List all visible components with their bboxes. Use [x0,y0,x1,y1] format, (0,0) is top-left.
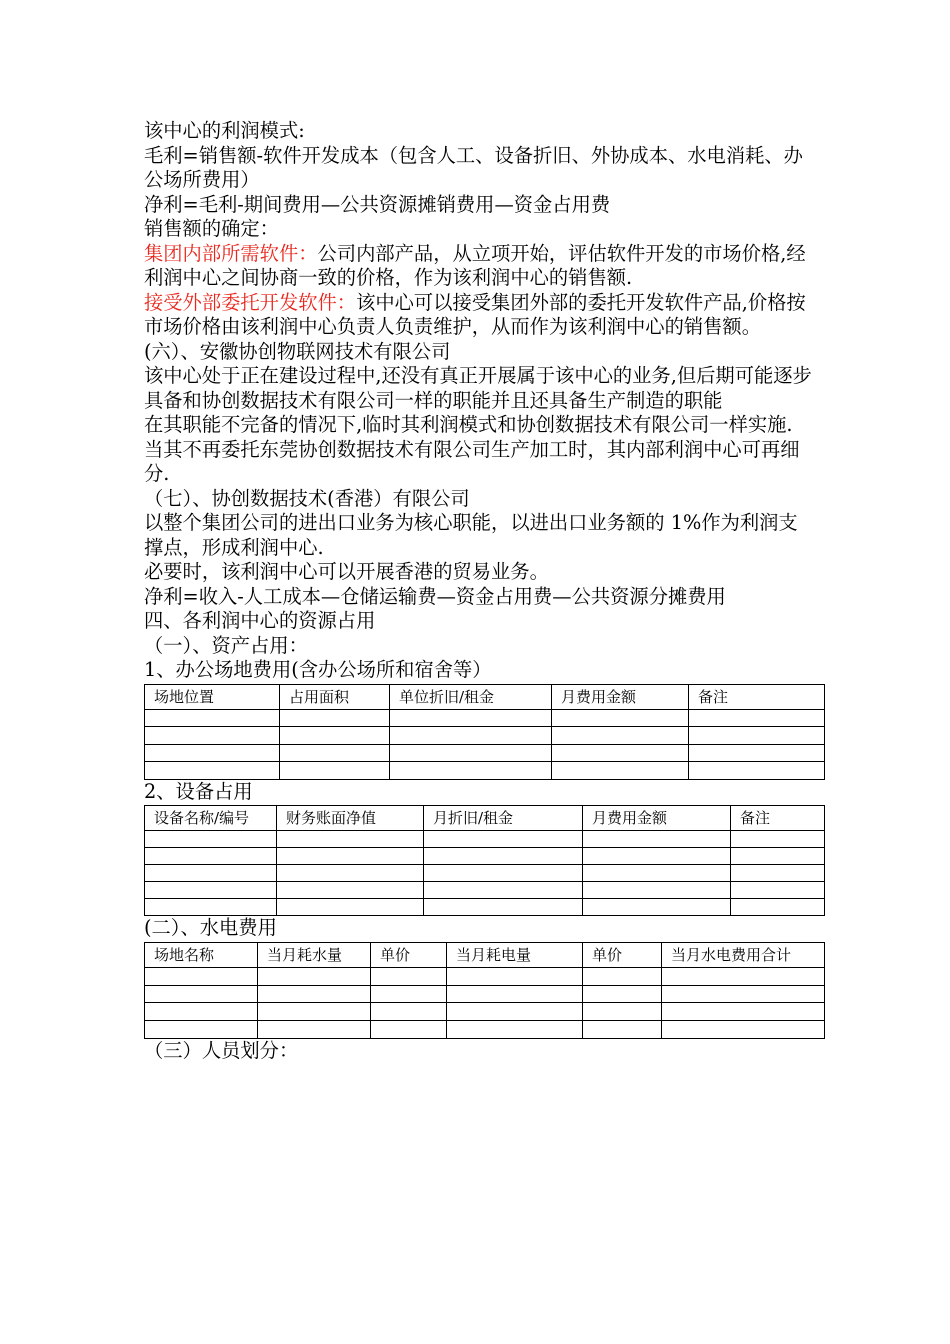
table-cell [689,744,825,761]
table-header-cell: 备注 [689,684,825,710]
table-cell [424,865,583,882]
table-row [145,710,825,727]
table-cell [145,1003,258,1021]
table-header-cell: 当月水电费用合计 [662,942,825,968]
table-row [145,744,825,761]
table-cell [277,882,424,899]
table-cell [145,1020,258,1038]
table-row [145,727,825,744]
table-cell [583,865,731,882]
table-cell [731,848,825,865]
table-row [145,848,825,865]
section-six-paragraph-2: 在其职能不完备的情况下,临时其利润模式和协创数据技术有限公司一样实施. [144,413,793,436]
table-row [145,882,825,899]
external-software-paragraph [144,291,816,340]
table-cell [277,899,424,916]
equipment-heading: 2、设备占用 [144,779,253,803]
table-cell [145,744,280,761]
internal-software-text: 公司内部产品，从立项开始，评估软件开发的市场价格,经利润中心之间协商一致的价格，作为该利润中心的销售额. [144,241,806,289]
table-cell [731,882,825,899]
table-header-cell: 当月耗水量 [258,942,371,968]
table-cell [583,968,662,986]
section-four-heading: 四、各利润中心的资源占用 [144,609,376,632]
table-cell [731,865,825,882]
table-cell [583,899,731,916]
section-six-paragraph-3: 当其不再委托东莞协创数据技术有限公司生产加工时，其内部利润中心可再细分. [144,437,800,485]
table-cell [145,831,277,848]
table-cell [552,744,689,761]
section-seven-heading: （七）、协创数据技术(香港）有限公司 [144,486,470,510]
table-cell [689,727,825,744]
table-cell [280,727,390,744]
table-cell [552,762,689,779]
table-cell [371,985,447,1003]
table-header-cell: 单位折旧/租金 [390,684,552,710]
table-cell [447,985,583,1003]
table-cell [552,710,689,727]
internal-software-paragraph [144,242,816,291]
table-cell [280,744,390,761]
table-cell [552,727,689,744]
asset-occupation-heading: （一）、资产占用： [144,633,308,657]
table-cell [424,899,583,916]
table-cell [145,985,258,1003]
table-cell [447,1003,583,1021]
table-header-cell: 单价 [371,942,447,968]
table-header-cell: 月费用金额 [552,684,689,710]
table-cell [583,848,731,865]
table-cell [424,831,583,848]
table-cell [371,1020,447,1038]
table-cell [145,899,277,916]
table-cell [689,710,825,727]
table-cell [662,1003,825,1021]
table-cell [583,1020,662,1038]
table-cell [424,848,583,865]
section-seven-net-profit: 净利=收入-人工成本—仓储运输费—资金占用费—公共资源分摊费用 [144,584,726,608]
table-header-cell: 单价 [583,942,662,968]
utilities-table [144,942,825,1039]
table-row [145,865,825,882]
table-cell [145,727,280,744]
table-cell [689,762,825,779]
table-row [145,762,825,779]
table-row [145,985,825,1003]
table-cell [277,848,424,865]
table-cell [258,1003,371,1021]
internal-software-lead: 集团内部所需软件： [144,241,318,265]
document-page [144,119,816,1063]
table-cell [145,848,277,865]
net-profit-formula: 净利=毛利-期间费用—公共资源摊销费用—资金占用费 [144,192,611,216]
table-header-row [145,806,825,831]
profit-model-heading: 该中心的利润模式: [144,119,305,142]
table-cell [145,762,280,779]
table-cell [731,899,825,916]
table-cell [447,1020,583,1038]
table-cell [258,968,371,986]
table-header-cell: 设备名称/编号 [145,806,277,831]
table-header-cell: 月折旧/租金 [424,806,583,831]
table-cell [583,985,662,1003]
table-row [145,899,825,916]
section-six-heading: (六）、安徽协创物联网技术有限公司 [144,339,451,363]
table-cell [583,831,731,848]
table-header-cell: 场地名称 [145,942,258,968]
table-header-cell: 财务账面净值 [277,806,424,831]
external-software-lead: 接受外部委托开发软件： [144,290,357,314]
table-row [145,1020,825,1038]
table-row [145,968,825,986]
table-cell [371,1003,447,1021]
office-space-heading: 1、办公场地费用(含办公场所和宿舍等） [144,658,492,681]
utilities-heading: (二）、水电费用 [144,916,277,939]
table-cell [662,968,825,986]
table-cell [662,985,825,1003]
table-cell [258,985,371,1003]
table-cell [390,762,552,779]
sales-determination-heading: 销售额的确定： [144,217,279,240]
table-cell [145,865,277,882]
table-cell [731,831,825,848]
table-cell [258,1020,371,1038]
table-cell [583,882,731,899]
table-cell [145,710,280,727]
table-cell [424,882,583,899]
table-header-cell: 场地位置 [145,684,280,710]
table-header-cell: 月费用金额 [583,806,731,831]
office-space-table [144,684,825,780]
personnel-heading: （三）人员划分： [144,1038,299,1062]
table-cell [390,710,552,727]
table-cell [145,968,258,986]
table-row [145,831,825,848]
table-header-cell: 当月耗电量 [447,942,583,968]
table-cell [662,1020,825,1038]
table-header-cell: 备注 [731,806,825,831]
section-seven-paragraph-2: 必要时，该利润中心可以开展香港的贸易业务。 [144,560,549,583]
table-cell [280,710,390,727]
table-header-cell: 占用面积 [280,684,390,710]
table-cell [390,744,552,761]
table-cell [371,968,447,986]
table-cell [280,762,390,779]
table-cell [277,831,424,848]
table-header-row [145,684,825,710]
gross-profit-formula: 毛利=销售额-软件开发成本（包含人工、设备折旧、外协成本、水电消耗、办公场所费用） [144,143,803,191]
table-cell [390,727,552,744]
table-cell [447,968,583,986]
table-cell [583,1003,662,1021]
equipment-table [144,805,825,916]
table-header-row [145,942,825,968]
table-cell [145,882,277,899]
section-six-paragraph-1: 该中心处于正在建设过程中,还没有真正开展属于该中心的业务,但后期可能逐步具备和协创数据技术有限公司一样的职能并且还具备生产制造的职能 [144,364,812,412]
external-software-text: 该中心可以接受集团外部的委托开发软件产品,价格按市场价格由该利润中心负责人负责维护，从而作为该利润中心的销售额。 [144,290,806,338]
table-cell [277,865,424,882]
table-row [145,1003,825,1021]
section-seven-paragraph-1: 以整个集团公司的进出口业务为核心职能，以进出口业务额的 1%作为利润支撑点，形成利润中心. [144,511,798,559]
